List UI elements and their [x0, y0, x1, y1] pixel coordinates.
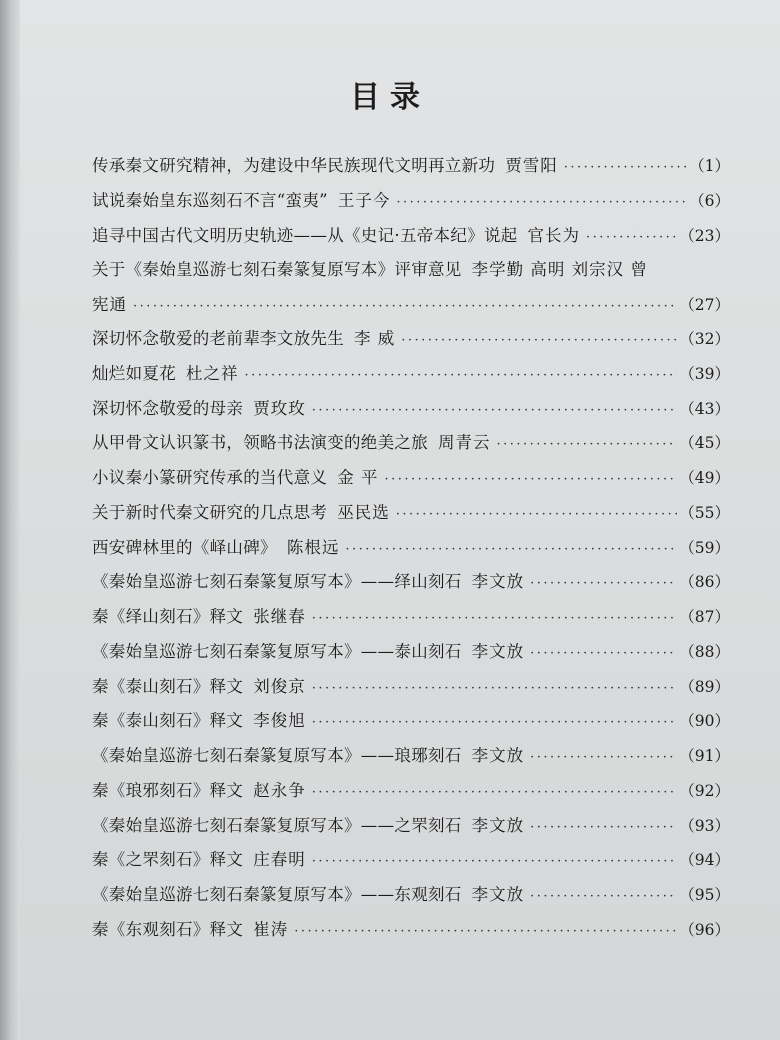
toc-entry-title: 灿烂如夏花 [92, 363, 176, 383]
dot-leader [530, 741, 677, 776]
toc-entry-page-number: （95） [679, 886, 730, 904]
toc-entry-page-number: （39） [679, 364, 730, 383]
toc-entry [92, 739, 730, 774]
dot-leader [530, 811, 677, 846]
toc-entry-author: 周青云 [438, 433, 491, 453]
toc-entry-title: 关于《秦始皇巡游七刻石秦篆复原写本》评审意见 [92, 260, 462, 280]
dot-leader [312, 776, 678, 811]
table-of-contents [92, 149, 730, 948]
toc-entry-author: 李文放 [471, 572, 525, 592]
toc-entry-page-number: （91） [679, 747, 730, 765]
dot-leader [384, 463, 677, 498]
toc-entry-author: 杜之祥 [186, 363, 239, 383]
toc-entry-author: 李 威 [354, 329, 396, 348]
toc-entry [92, 913, 730, 948]
toc-entry-page-number: （59） [679, 538, 730, 557]
toc-entry-author: 金 平 [337, 468, 379, 487]
toc-entry [92, 878, 730, 913]
dot-leader [294, 915, 677, 950]
toc-entry [92, 670, 730, 705]
dot-leader [312, 394, 678, 429]
toc-entry-author: 李文放 [471, 885, 525, 904]
toc-entry-title: 秦《东观刻石》释文 [92, 919, 244, 939]
toc-entry-title: 《秦始皇巡游七刻石秦篆复原写本》——之罘刻石 [92, 815, 462, 835]
toc-entry-author: 赵永争 [253, 780, 306, 800]
dot-leader [245, 359, 678, 394]
toc-entry-title: 追寻中国古代文明历史轨迹——从《史记·五帝本纪》说起 [92, 225, 518, 245]
toc-entry-author: 贾雪阳 [505, 156, 558, 175]
toc-entry-title: 传承秦文研究精神，为建设中华民族现代文明再立新功 [92, 156, 496, 175]
toc-entry [92, 322, 730, 357]
toc-entry-page-number: （43） [679, 399, 730, 418]
toc-entry-author: 李学勤 高明 刘宗汉 曾 [471, 260, 648, 280]
toc-entry-author: 陈根远 [286, 537, 340, 557]
dot-leader [345, 533, 677, 568]
toc-entry-title: 秦《之罘刻石》释文 [92, 850, 244, 870]
toc-entry [92, 149, 730, 184]
toc-entry [92, 253, 730, 288]
toc-entry-author: 庄春明 [253, 850, 306, 870]
toc-entry [92, 843, 730, 878]
toc-entry-author: 王子今 [337, 190, 391, 210]
toc-entry-page-number: （32） [679, 330, 730, 348]
toc-entry-page-number: （55） [679, 503, 730, 522]
toc-entry-page-number: （96） [679, 920, 730, 939]
toc-entry [92, 704, 730, 739]
dot-leader [312, 706, 678, 741]
toc-entry [92, 426, 730, 461]
toc-entry [92, 496, 730, 531]
toc-entry-author: 官长为 [527, 225, 581, 245]
dot-leader [312, 845, 678, 880]
toc-entry-author: 李文放 [471, 641, 525, 661]
toc-entry-page-number: （45） [679, 434, 730, 453]
toc-entry [92, 184, 730, 219]
toc-entry-page-number: （49） [679, 469, 730, 487]
toc-entry [92, 600, 730, 635]
dot-leader [396, 186, 687, 221]
toc-entry-title: 《秦始皇巡游七刻石秦篆复原写本》——东观刻石 [92, 885, 462, 904]
toc-entry-author: 张继春 [253, 607, 306, 626]
toc-entry [92, 531, 730, 566]
toc-entry [92, 392, 730, 427]
toc-entry-title: 《秦始皇巡游七刻石秦篆复原写本》——泰山刻石 [92, 641, 462, 661]
dot-leader [497, 428, 678, 463]
dot-leader [401, 324, 677, 359]
toc-entry-title: 《秦始皇巡游七刻石秦篆复原写本》——琅琊刻石 [92, 746, 462, 765]
toc-entry-page-number: （6） [689, 191, 730, 210]
dot-leader [530, 567, 677, 602]
toc-entry-page-number: （1） [689, 157, 730, 175]
toc-entry-title: 深切怀念敬爱的老前辈李文放先生 [92, 329, 344, 348]
toc-entry-title: 小议秦小篆研究传承的当代意义 [92, 468, 328, 487]
toc-entry-author: 刘俊京 [253, 676, 306, 696]
toc-entry-title: 《秦始皇巡游七刻石秦篆复原写本》——绎山刻石 [92, 572, 462, 592]
toc-entry [92, 809, 730, 844]
toc-entry-author: 贾玫玫 [253, 398, 306, 418]
toc-entry-title: 关于新时代秦文研究的几点思考 [92, 502, 328, 522]
dot-leader [133, 290, 677, 324]
toc-entry [92, 635, 730, 670]
toc-entry-page-number: （92） [679, 781, 730, 800]
dot-leader [396, 498, 678, 533]
toc-heading: 目录 [350, 80, 430, 115]
toc-entry-page-number: （23） [679, 226, 730, 245]
book-spine-shadow [0, 0, 20, 1040]
toc-entry-title: 秦《泰山刻石》释文 [92, 676, 244, 696]
toc-entry-page-number: （89） [679, 677, 730, 696]
toc-entry-page-number: （88） [679, 642, 730, 661]
toc-entry-author: 巫民选 [337, 502, 390, 522]
toc-entry-page-number: （27） [679, 296, 730, 314]
dot-leader [312, 602, 678, 637]
toc-entry-title: 深切怀念敬爱的母亲 [92, 398, 244, 418]
toc-entry-author: 李文放 [471, 815, 525, 835]
toc-entry-page-number: （87） [679, 608, 730, 626]
toc-entry-author: 李文放 [471, 746, 525, 765]
toc-entry-page-number: （90） [679, 712, 730, 731]
toc-entry-page-number: （86） [679, 573, 730, 592]
dot-leader [586, 221, 677, 256]
toc-entry [92, 774, 730, 809]
toc-entry-author: 崔涛 [253, 919, 289, 939]
toc-entry [92, 565, 730, 600]
dot-leader [564, 151, 687, 186]
toc-entry [92, 461, 730, 496]
toc-entry-page-number: （93） [679, 816, 730, 835]
toc-entry-title: 西安碑林里的《峄山碑》 [92, 537, 277, 557]
toc-entry-title: 试说秦始皇东巡刻石不言“蛮夷” [92, 190, 328, 210]
toc-entry-title: 从甲骨文认识篆书，领略书法演变的绝美之旅 [92, 433, 428, 453]
toc-entry [92, 219, 730, 254]
toc-entry-page-number: （94） [679, 851, 730, 870]
toc-entry-continuation [92, 288, 730, 322]
dot-leader [530, 637, 677, 672]
toc-entry-author: 宪通 [92, 295, 127, 314]
toc-entry-title: 秦《琅邪刻石》释文 [92, 780, 244, 800]
toc-entry [92, 357, 730, 392]
dot-leader [312, 672, 678, 707]
toc-entry-title: 秦《泰山刻石》释文 [92, 711, 244, 731]
dot-leader [530, 880, 677, 915]
toc-entry-author: 李俊旭 [253, 711, 306, 731]
toc-entry-title: 秦《绎山刻石》释文 [92, 607, 244, 626]
